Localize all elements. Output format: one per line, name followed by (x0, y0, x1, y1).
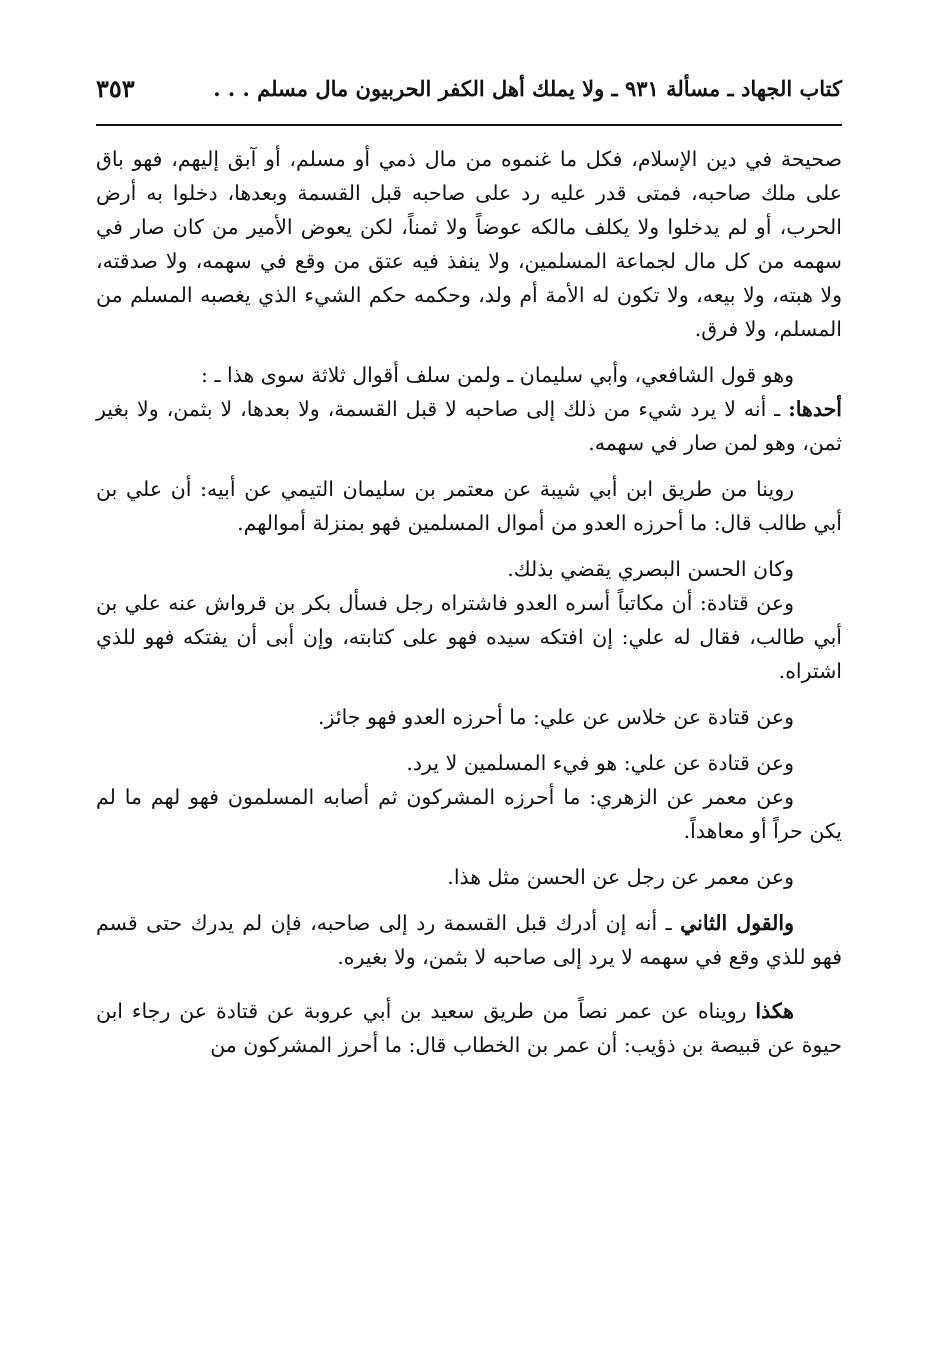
paragraph (96, 860, 842, 894)
paragraph (96, 700, 842, 734)
paragraph-text: وعن قتادة: أن مكاتباً أسره العدو فاشتراه رجل فسأل بكر بن قرواش عنه علي بن أبي طالب، فقال له علي: إن افتكه سيده فهو على كتابته، وإن أبى أن يفتكه فهو للذي اشتراه. (96, 591, 842, 683)
paragraph-text: صحيحة في دين الإسلام، فكل ما غنموه من مال ذمي أو مسلم، أو آبق إليهم، فهو باق على ملك صاحبه، فمتى قدر عليه رد على صاحبه قبل القسمة وبعدها، دخلوا به أرض الحرب، أو لم يدخلوا ولا يكلف مالكه عوضاً ولا ثمناً، لكن يعوض الأمير من كان صار في سهمه من كل مال لجماعة المسلمين، ولا ينفذ فيه عتق من وقع في سهمه، ولا صدقته، ولا هبته، ولا بيعه، ولا تكون له الأمة أم ولد، وحكمه حكم الشيء الذي يغصبه المسلم من المسلم، ولا فرق. (96, 147, 842, 341)
paragraph (96, 358, 842, 392)
paragraph (96, 472, 842, 540)
page-number: ٣٥٣ (96, 73, 135, 103)
paragraph-lead: أحدها: (788, 397, 842, 421)
paragraph (96, 392, 842, 460)
header-rule (96, 124, 842, 126)
paragraph (96, 994, 842, 1062)
page-body (96, 142, 842, 1062)
running-title: كتاب الجهاد ـ مسألة ٩٣١ ـ ولا يملك أهل الكفر الحربيون مال مسلم . . . (213, 75, 842, 101)
paragraph (96, 746, 842, 780)
paragraph-text: وعن معمر عن رجل عن الحسن مثل هذا. (447, 865, 794, 889)
paragraph (96, 142, 842, 346)
paragraph-text: وهو قول الشافعي، وأبي سليمان ـ ولمن سلف أقوال ثلاثة سوى هذا ـ : (201, 363, 794, 387)
running-header (96, 70, 842, 106)
paragraph (96, 552, 842, 586)
paragraph-lead: هكذا (755, 999, 794, 1023)
paragraph-text: وعن قتادة عن خلاس عن علي: ما أحرزه العدو فهو جائز. (318, 705, 794, 729)
paragraph-text: وعن معمر عن الزهري: ما أحرزه المشركون ثم أصابه المسلمون فهو لهم ما لم يكن حراً أو معاهداً. (96, 785, 842, 843)
paragraph-text: ـ أنه لا يرد شيء من ذلك إلى صاحبه لا قبل القسمة، ولا بعدها، لا بثمن، ولا بغير ثمن، وهو لمن صار في سهمه. (96, 397, 842, 455)
paragraph-lead: والقول الثاني (680, 911, 794, 935)
paragraph (96, 780, 842, 848)
paragraph-text: وكان الحسن البصري يقضي بذلك. (507, 557, 794, 581)
paragraph-text: رويناه عن عمر نصاً من طريق سعيد بن أبي عروبة عن قتادة عن رجاء ابن حيوة عن قبيصة بن ذؤيب: أن عمر بن الخطاب قال: ما أحرز المشركون من (96, 999, 842, 1057)
paragraph (96, 586, 842, 688)
paragraph (96, 906, 842, 974)
paragraph-text: روينا من طريق ابن أبي شيبة عن معتمر بن سليمان التيمي عن أبيه: أن علي بن أبي طالب قال: ما أحرزه العدو من أموال المسلمين فهو بمنزلة أموالهم. (96, 477, 842, 535)
paragraph-text: وعن قتادة عن علي: هو فيء المسلمين لا يرد. (406, 751, 794, 775)
paragraph-text: ـ أنه إن أدرك قبل القسمة رد إلى صاحبه، فإن لم يدرك حتى قسم فهو للذي وقع في سهمه لا يرد إلى صاحبه لا بثمن، ولا بغيره. (96, 911, 842, 969)
